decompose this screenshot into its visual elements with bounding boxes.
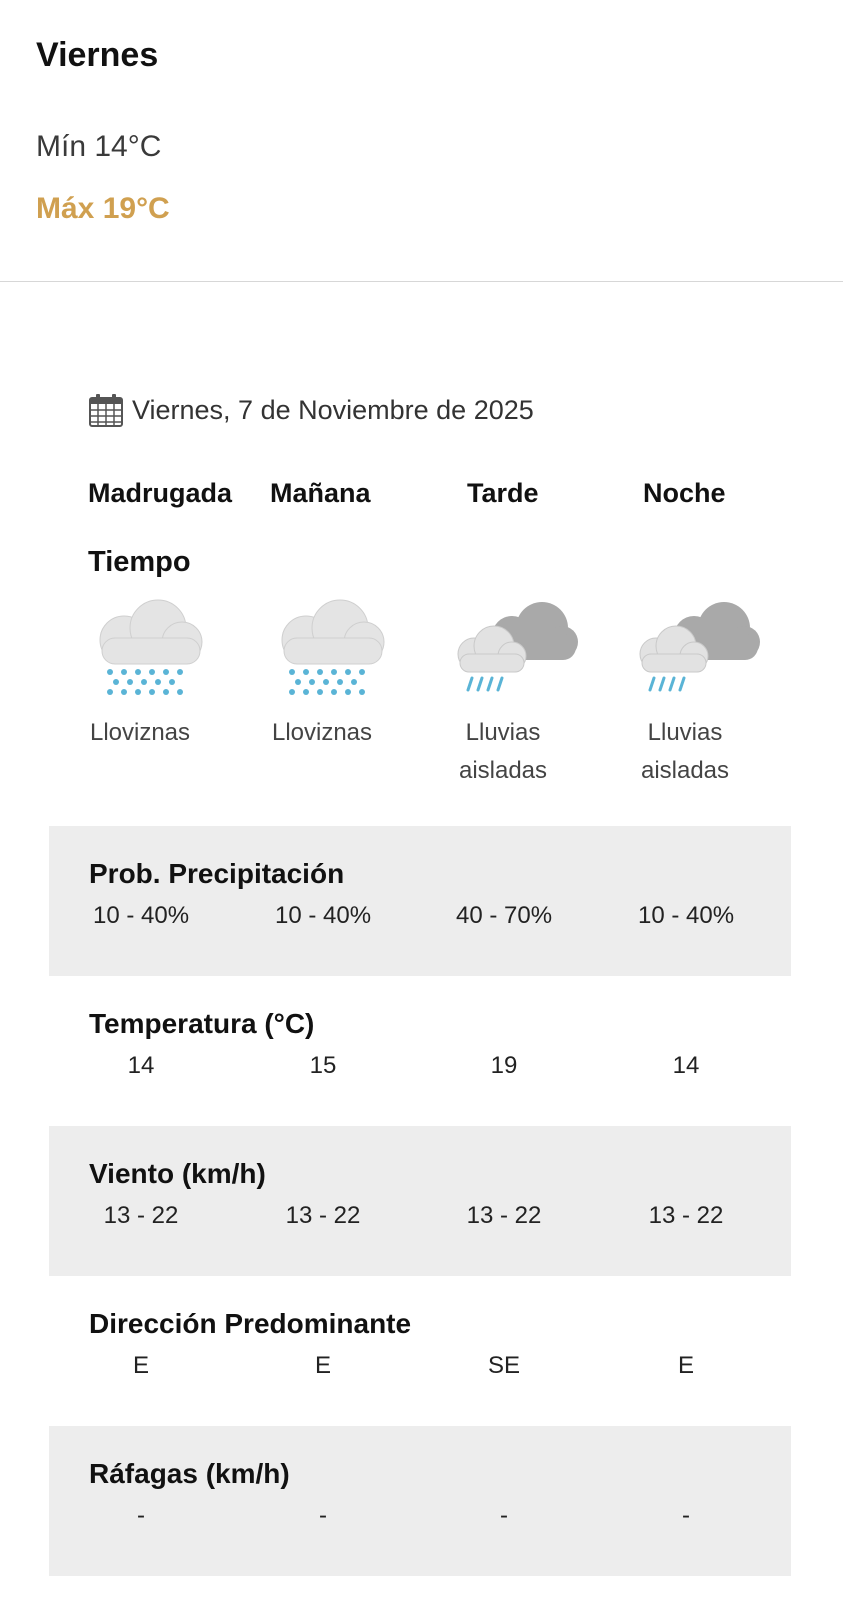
row-value: 10 - 40% [274,902,372,929]
row-value: 13 - 22 [648,1202,724,1229]
weather-desc: Lluvias aisladas [458,719,548,784]
row-value: 15 [309,1052,337,1079]
row-value: 10 - 40% [92,902,190,929]
row-value: E [677,1352,694,1379]
forecast-date [88,390,534,430]
period-noche: Noche [643,478,726,508]
summary-min-temp: Mín 14°C [36,130,162,163]
period-tarde: Tarde [467,478,539,508]
weather-desc: Lloviznas [271,719,373,746]
date-text: Viernes, 7 de Noviembre de 2025 [132,394,534,425]
period-headers [88,478,748,518]
row-value: 19 [490,1052,518,1079]
summary-max-temp: Máx 19°C [36,192,170,225]
weather-desc: Lluvias aisladas [640,719,730,784]
row-label: Prob. Precipitación [89,858,345,889]
row-label: Viento (km/h) [89,1158,266,1189]
row-label: Temperatura (°C) [89,1008,315,1039]
isolated-rain-cloud-icon [634,598,764,708]
row-value: 40 - 70% [455,902,553,929]
row-value: 13 - 22 [103,1202,179,1229]
row-value: 13 - 22 [285,1202,361,1229]
period-madrugada: Madrugada [88,478,233,508]
row-value: - [682,1502,690,1529]
isolated-rain-cloud-icon [452,598,582,708]
summary-day: Viernes [36,36,159,74]
row-value: 14 [127,1052,155,1079]
row-value: - [137,1502,145,1529]
period-manana: Mañana [270,478,371,508]
row-gusts [49,1426,791,1576]
day-summary [0,0,843,282]
divider [0,281,843,282]
row-value: - [319,1502,327,1529]
row-temperature [49,976,791,1126]
row-direction [49,1276,791,1426]
row-wind [49,1126,791,1276]
row-label: Dirección Predominante [89,1308,412,1339]
row-value: E [314,1352,331,1379]
row-precipitation [49,826,791,976]
drizzle-cloud-icon [88,598,218,708]
weather-desc: Lloviznas [89,719,191,746]
row-value: 13 - 22 [466,1202,542,1229]
row-value: 14 [672,1052,700,1079]
row-value: E [132,1352,149,1379]
calendar-icon [88,392,124,428]
row-value: 10 - 40% [637,902,735,929]
drizzle-cloud-icon [270,598,400,708]
row-value: SE [487,1352,520,1379]
row-label: Ráfagas (km/h) [89,1458,290,1489]
row-value: - [500,1502,508,1529]
tiempo-label: Tiempo [88,546,191,578]
